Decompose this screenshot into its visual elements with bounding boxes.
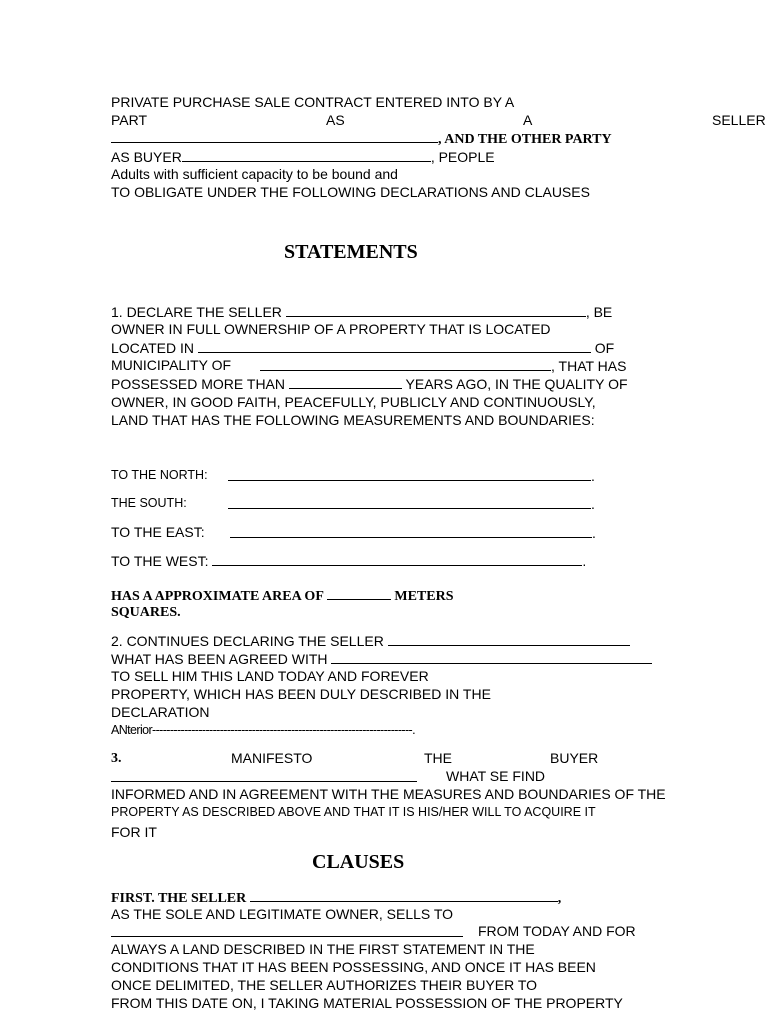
intro-people: , PEOPLE bbox=[430, 149, 495, 165]
boundary-east-line bbox=[230, 524, 596, 542]
statement1-that-has: , THAT HAS bbox=[551, 358, 627, 374]
clauses-heading: CLAUSES bbox=[312, 851, 405, 873]
area-meters: METERS bbox=[390, 589, 454, 604]
south-period: . bbox=[591, 496, 595, 512]
clause1-line-4: ALWAYS A LAND DESCRIBED IN THE FIRST STATEMENT IN THE bbox=[111, 941, 535, 957]
statement1-be: , BE bbox=[585, 304, 613, 320]
statement2-line-2 bbox=[111, 650, 652, 668]
location-blank bbox=[198, 339, 591, 353]
intro-line-5: Adults with sufficient capacity to be bound and bbox=[111, 166, 398, 182]
statement1-line-4-rest bbox=[260, 357, 626, 375]
statement3-manifesto: MANIFESTO bbox=[231, 750, 313, 766]
west-blank bbox=[212, 552, 582, 566]
area-line-1 bbox=[111, 586, 453, 605]
statement1-line-3 bbox=[111, 339, 614, 357]
south-blank bbox=[228, 495, 591, 509]
clause1-buyer-blank bbox=[111, 923, 463, 937]
statement2-seller-blank bbox=[388, 632, 630, 646]
seller-blank bbox=[286, 303, 586, 317]
statement3-number: 3. bbox=[111, 751, 122, 766]
statement2-agreed-blank bbox=[331, 650, 652, 664]
north-period: . bbox=[591, 468, 595, 484]
statement1-line-6: OWNER, IN GOOD FAITH, PEACEFULLY, PUBLICLY AND CONTINUOUSLY, bbox=[111, 394, 596, 410]
intro-as-buyer: AS BUYER bbox=[111, 149, 182, 165]
clause1-line-3 bbox=[111, 923, 463, 941]
statement1-line-5 bbox=[111, 375, 628, 393]
area-blank bbox=[327, 586, 391, 600]
statement3-line-2-text: WHAT SE FIND bbox=[446, 768, 546, 784]
buyer-name-blank bbox=[182, 148, 431, 162]
years-blank bbox=[289, 375, 402, 389]
statement3-line-5: FOR IT bbox=[111, 824, 157, 840]
boundary-south-label: THE SOUTH: bbox=[111, 496, 187, 510]
intro-line-2-part: PART bbox=[111, 112, 148, 128]
statements-heading: STATEMENTS bbox=[284, 241, 418, 263]
statement2-line-5: DECLARATION bbox=[111, 704, 210, 720]
clause1-seller-blank bbox=[250, 888, 558, 902]
statement1-line-4 bbox=[111, 357, 231, 374]
statement1-municipality: MUNICIPALITY OF bbox=[111, 357, 232, 373]
intro-line-2-seller: SELLER bbox=[712, 112, 766, 128]
municipality-blank bbox=[260, 357, 551, 371]
boundary-east-label: TO THE EAST: bbox=[111, 524, 205, 540]
statement2-line-6: ANterior-------------------------------------------------------------------------. bbox=[111, 723, 415, 737]
statement1-located: LOCATED IN bbox=[111, 340, 198, 356]
clause1-line-1 bbox=[111, 888, 561, 907]
boundary-north-line bbox=[228, 467, 595, 485]
east-blank bbox=[230, 524, 592, 538]
clause1-line-7: FROM THIS DATE ON, I TAKING MATERIAL POSSESSION OF THE PROPERTY bbox=[111, 995, 623, 1011]
statement1-line-1 bbox=[111, 303, 612, 321]
intro-other-party: , AND THE OTHER PARTY bbox=[438, 132, 612, 147]
statement2-line-3: TO SELL HIM THIS LAND TODAY AND FOREVER bbox=[111, 668, 429, 684]
boundary-north-label: TO THE NORTH: bbox=[111, 468, 208, 482]
intro-line-6: TO OBLIGATE UNDER THE FOLLOWING DECLARATIONS AND CLAUSES bbox=[111, 184, 590, 200]
clause1-first-seller: FIRST. THE SELLER bbox=[111, 891, 250, 906]
statement2-agreed: WHAT HAS BEEN AGREED WITH bbox=[111, 651, 332, 667]
intro-line-4 bbox=[111, 148, 495, 166]
statement2-continues: 2. CONTINUES DECLARING THE SELLER bbox=[111, 633, 388, 649]
statement3-line-3: INFORMED AND IN AGREEMENT WITH THE MEASURES AND BOUNDARIES OF THE bbox=[111, 786, 666, 802]
clause1-line-5: CONDITIONS THAT IT HAS BEEN POSSESSING, AND ONCE IT HAS BEEN bbox=[111, 959, 596, 975]
statement3-line-2 bbox=[111, 768, 417, 786]
boundary-west-label: TO THE WEST: bbox=[111, 553, 213, 569]
intro-line-3 bbox=[111, 129, 612, 148]
area-line-2: SQUARES. bbox=[111, 605, 181, 620]
statement1-line-7: LAND THAT HAS THE FOLLOWING MEASUREMENTS AND BOUNDARIES: bbox=[111, 412, 595, 428]
statement1-line-2: OWNER IN FULL OWNERSHIP OF A PROPERTY THAT IS LOCATED bbox=[111, 321, 551, 337]
area-text: HAS A APPROXIMATE AREA OF bbox=[111, 589, 327, 604]
seller-name-blank bbox=[111, 129, 438, 143]
boundary-west-line bbox=[111, 552, 586, 570]
statement1-declare: 1. DECLARE THE SELLER bbox=[111, 304, 286, 320]
statement3-buyer-blank bbox=[111, 768, 417, 782]
clause1-line-2: AS THE SOLE AND LEGITIMATE OWNER, SELLS TO bbox=[111, 906, 454, 922]
statement1-possessed: POSSESSED MORE THAN bbox=[111, 376, 289, 392]
statement1-of: OF bbox=[590, 340, 615, 356]
intro-line-2-a: A bbox=[523, 112, 533, 128]
east-period: . bbox=[592, 525, 596, 541]
boundary-south-line bbox=[228, 495, 595, 513]
statement3-buyer: BUYER bbox=[550, 750, 599, 766]
statement2-line-4: PROPERTY, WHICH HAS BEEN DULY DESCRIBED IN THE bbox=[111, 686, 491, 702]
statement1-years-ago: YEARS AGO, IN THE QUALITY OF bbox=[401, 376, 628, 392]
clause1-line-6: ONCE DELIMITED, THE SELLER AUTHORIZES THEIR BUYER TO bbox=[111, 977, 538, 993]
intro-line-1: PRIVATE PURCHASE SALE CONTRACT ENTERED INTO BY A bbox=[111, 94, 515, 110]
west-period: . bbox=[582, 553, 587, 569]
statement3-the: THE bbox=[424, 750, 452, 766]
clause1-comma: , bbox=[557, 891, 562, 906]
clause1-line-3-text: FROM TODAY AND FOR bbox=[478, 923, 636, 939]
intro-line-2-as: AS bbox=[326, 112, 345, 128]
statement2-line-1 bbox=[111, 632, 630, 650]
statement3-line-4: PROPERTY AS DESCRIBED ABOVE AND THAT IT IS HIS/HER WILL TO ACQUIRE IT bbox=[111, 805, 596, 819]
north-blank bbox=[228, 467, 591, 481]
